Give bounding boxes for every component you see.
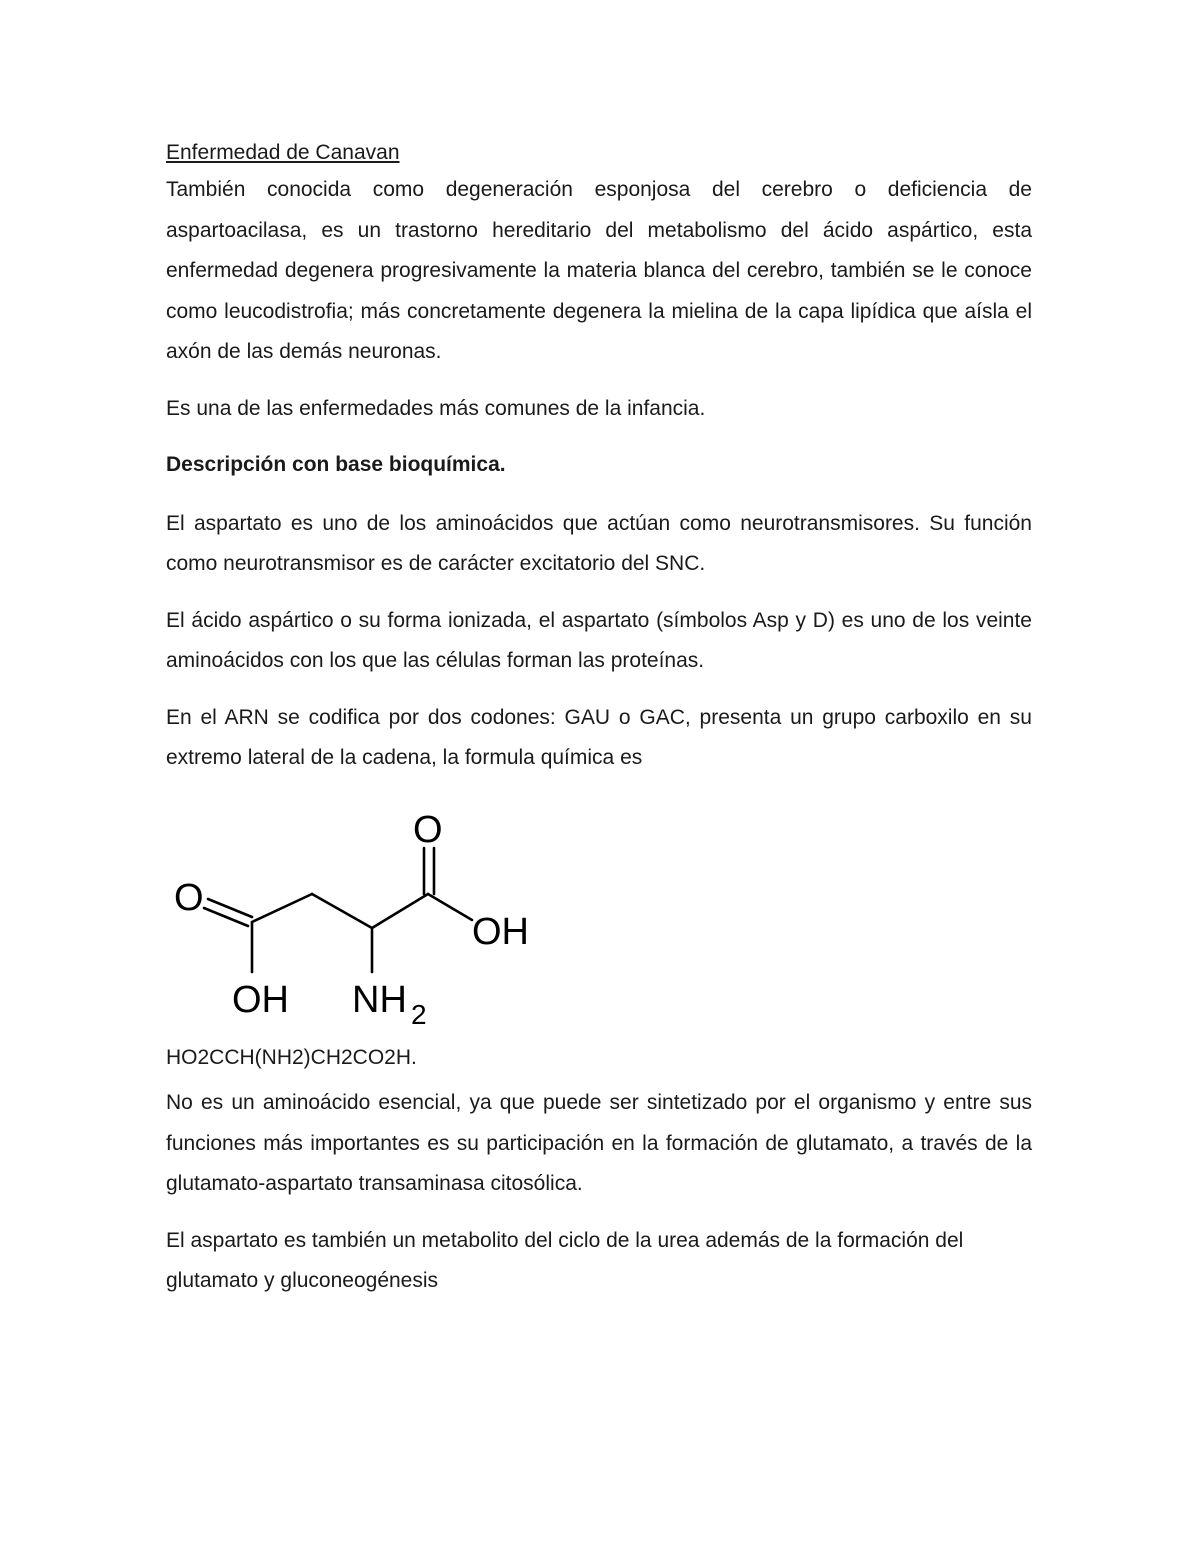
atom-nh-subscript: 2 — [411, 999, 427, 1030]
document-closing — [166, 1083, 1032, 1318]
structure-bonds — [204, 848, 472, 972]
bond-ch2-calpha — [312, 894, 372, 928]
intro-paragraph-2: Es una de las enfermedades más comunes de la infancia. — [166, 396, 706, 420]
section-paragraph-1: El aspartato es uno de los aminoácidos que actúan como neurotransmisores. Su función como neurotransmisor es de carácter excitatorio del SNC. — [166, 511, 1032, 575]
document-title: Enfermedad de Canavan — [166, 141, 400, 164]
section-paragraph-2: El ácido aspártico o su forma ionizada, el aspartato (símbolos Asp y D) es uno de los veinte aminoácidos con los que las células forman las proteínas. — [166, 608, 1032, 672]
closing-paragraph-1: No es un aminoácido esencial, ya que puede ser sintetizado por el organismo y entre sus funciones más importantes es su participación en la formación de glutamato, a través de la glutamato-aspartato transaminasa citosólica. — [166, 1091, 1032, 1195]
document-body — [166, 138, 1032, 795]
bond-calpha-c — [372, 894, 428, 928]
atom-o-top: O — [413, 809, 443, 851]
atom-o-left: O — [174, 877, 204, 919]
bond-left-co-2 — [208, 899, 252, 917]
bond-left-co-1 — [204, 908, 248, 926]
intro-paragraph-1: También conocida como degeneración esponjosa del cerebro o deficiencia de aspartoacilasa, es un trastorno hereditario del metabolismo del ácido aspártico, esta enfermedad degenera progresivamente la materia blanca del cerebro, también se le conoce como leucodistrofia; más concretamente degenera la mielina de la capa lipídica que aísla el axón de las demás neuronas. — [166, 178, 1032, 363]
chemical-formula: HO2CCH(NH2)CH2CO2H. — [166, 1046, 417, 1069]
bond-c-ch2 — [252, 894, 312, 922]
closing-paragraph-2: El aspartato es también un metabolito del ciclo de la urea además de la formación del glutamato y gluconeogénesis — [166, 1228, 964, 1292]
atom-nh: NH — [352, 979, 407, 1021]
bond-right-c-oh — [428, 894, 472, 920]
atom-oh-left: OH — [232, 979, 289, 1021]
section-heading: Descripción con base bioquímica. — [166, 453, 506, 476]
aspartic-acid-structure — [166, 800, 546, 1032]
section-paragraph-3: En el ARN se codifica por dos codones: GAU o GAC, presenta un grupo carboxilo en su extremo lateral de la cadena, la formula química es — [166, 705, 1032, 769]
atom-oh-right: OH — [472, 911, 529, 953]
